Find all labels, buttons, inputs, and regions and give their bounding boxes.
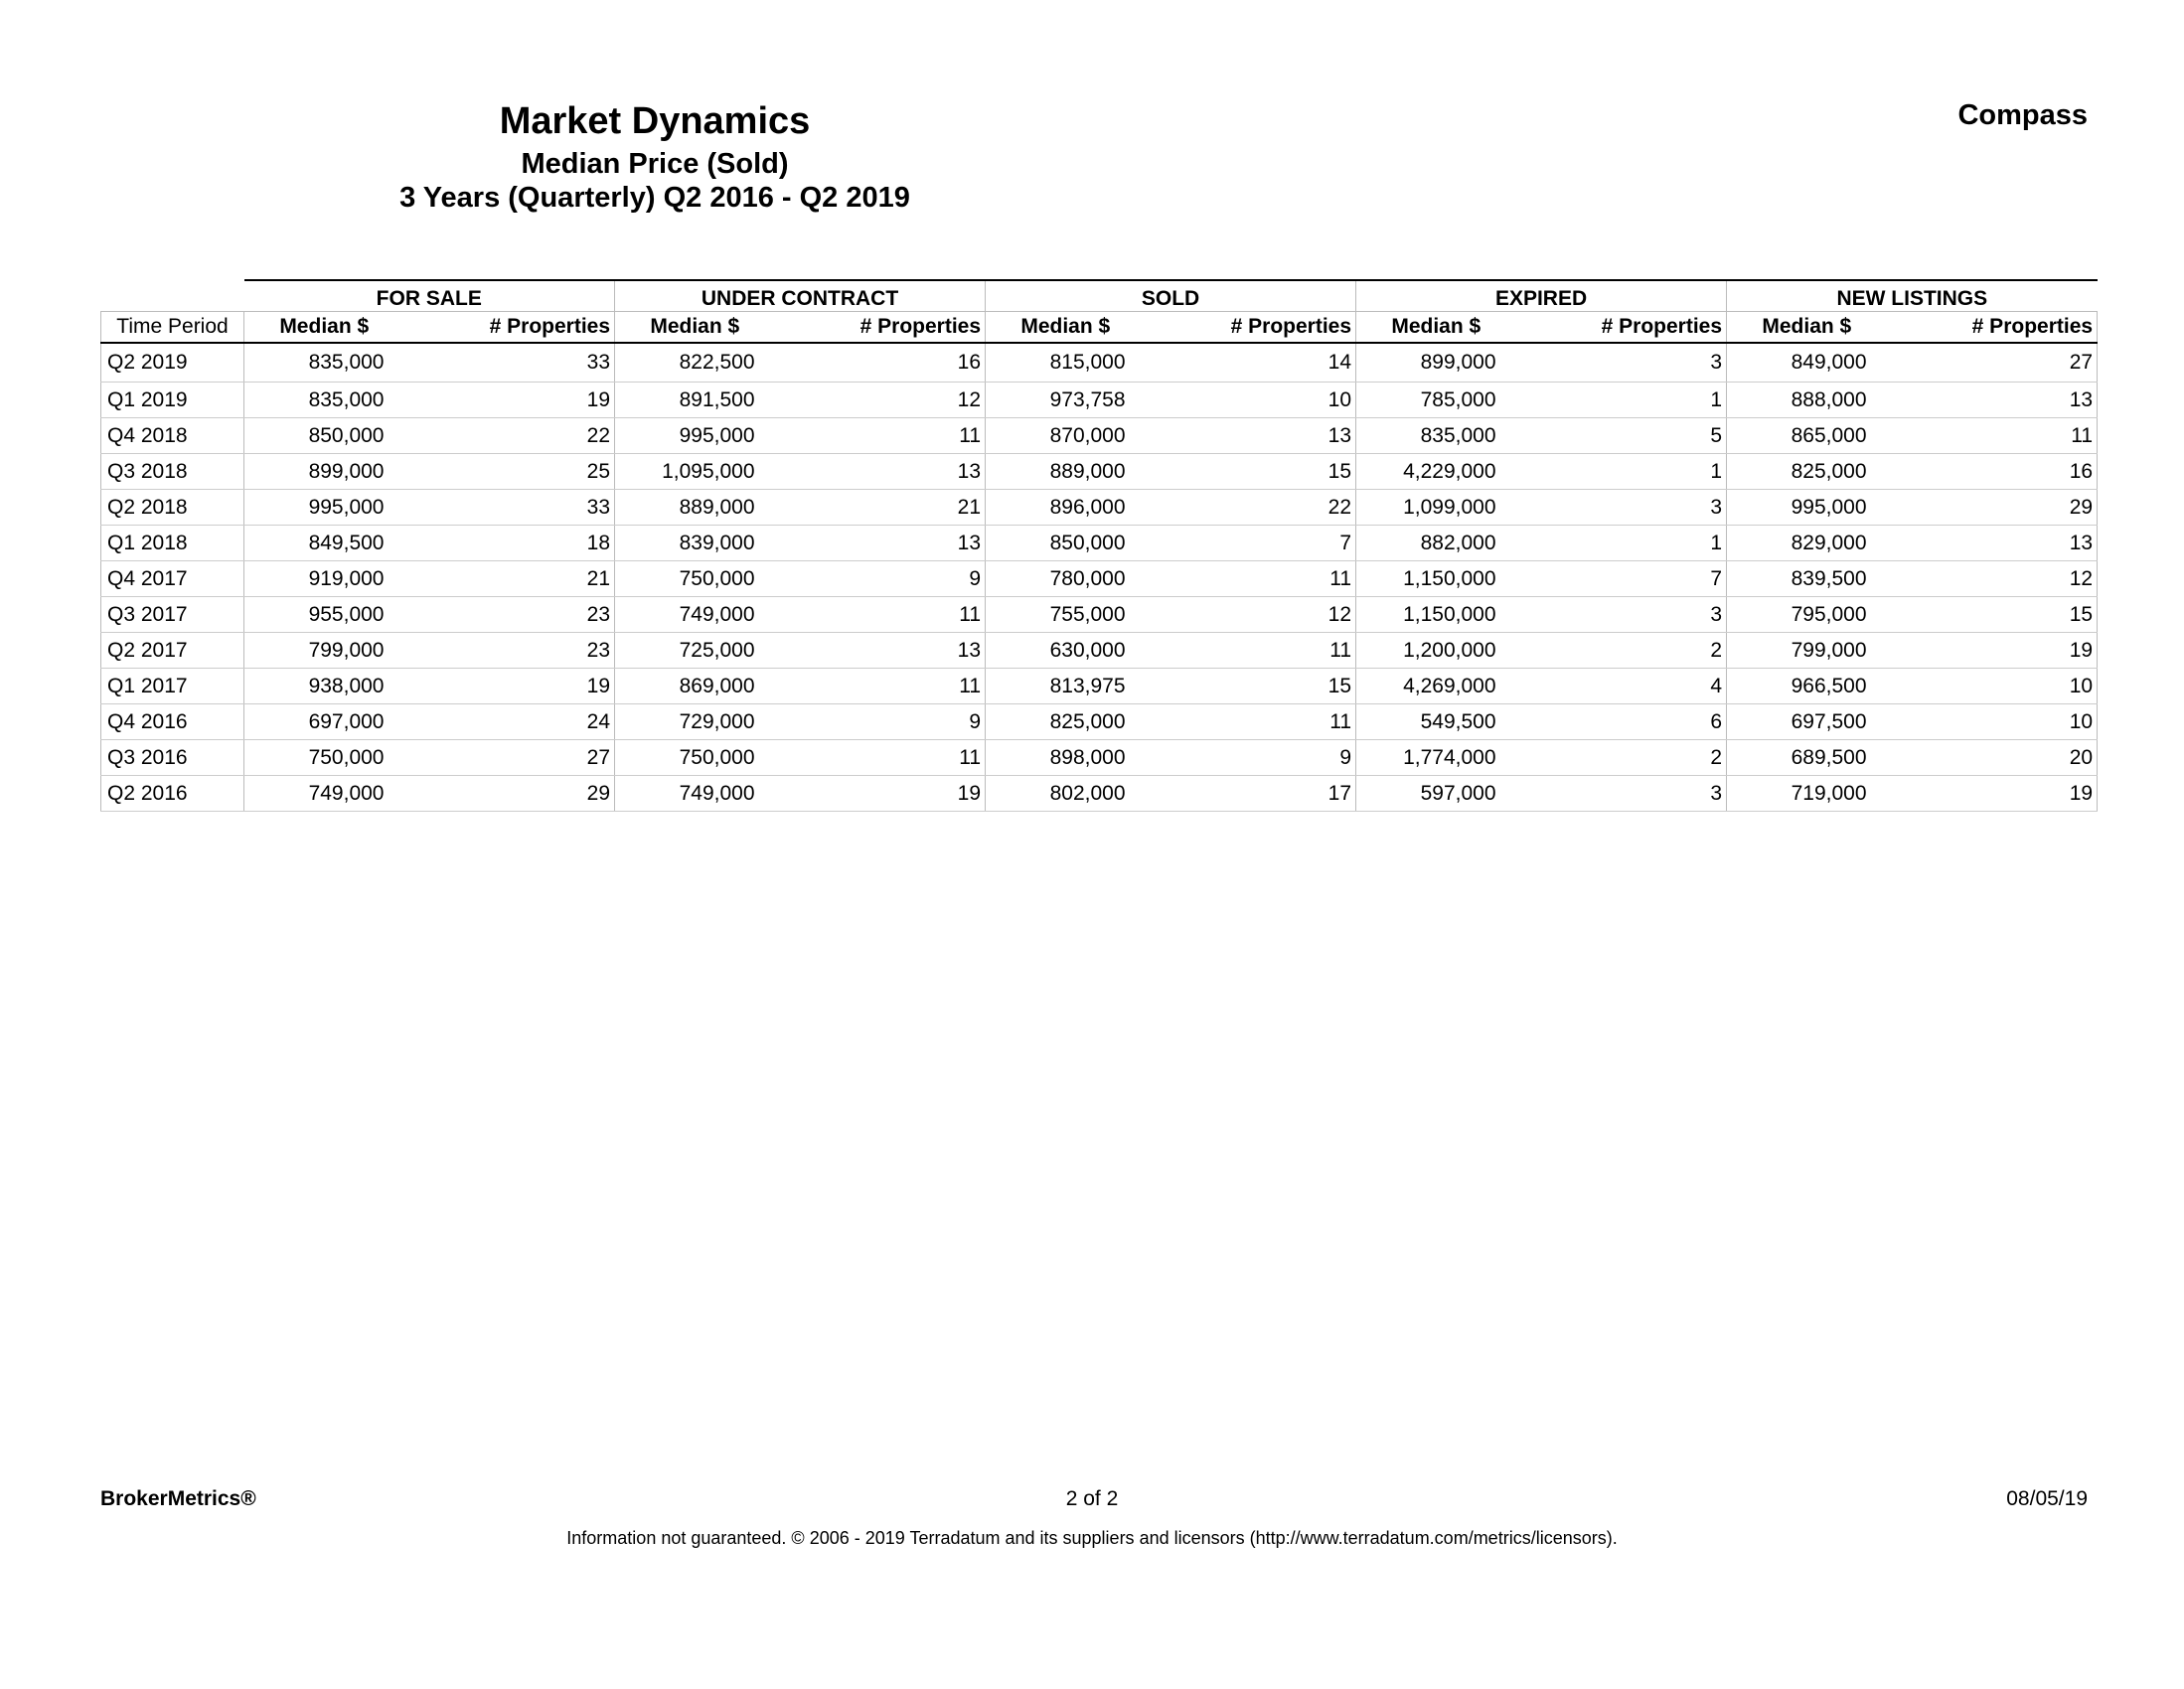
column-header-properties: # Properties — [801, 312, 986, 344]
cell-time-period: Q4 2017 — [101, 561, 244, 597]
cell-property-count: 11 — [801, 740, 986, 776]
cell-median-price: 597,000 — [1356, 776, 1542, 812]
cell-property-count: 11 — [1171, 704, 1356, 740]
cell-median-price: 4,269,000 — [1356, 669, 1542, 704]
market-dynamics-table-container — [100, 279, 2094, 812]
column-header-properties: # Properties — [1171, 312, 1356, 344]
cell-property-count: 17 — [1171, 776, 1356, 812]
cell-median-price: 725,000 — [615, 633, 801, 669]
cell-median-price: 630,000 — [986, 633, 1171, 669]
table-row — [101, 704, 2098, 740]
cell-median-price: 995,000 — [244, 490, 430, 526]
table-row — [101, 383, 2098, 418]
cell-median-price: 825,000 — [986, 704, 1171, 740]
cell-property-count: 11 — [801, 418, 986, 454]
cell-property-count: 16 — [1913, 454, 2098, 490]
cell-median-price: 869,000 — [615, 669, 801, 704]
cell-property-count: 23 — [430, 633, 615, 669]
cell-property-count: 5 — [1542, 418, 1727, 454]
group-header-under-contract: UNDER CONTRACT — [615, 280, 986, 312]
cell-median-price: 835,000 — [1356, 418, 1542, 454]
cell-property-count: 27 — [1913, 343, 2098, 383]
cell-median-price: 829,000 — [1727, 526, 1913, 561]
cell-time-period: Q3 2017 — [101, 597, 244, 633]
cell-property-count: 22 — [1171, 490, 1356, 526]
cell-median-price: 850,000 — [986, 526, 1171, 561]
cell-median-price: 955,000 — [244, 597, 430, 633]
column-header-median: Median $ — [244, 312, 430, 344]
cell-time-period: Q2 2016 — [101, 776, 244, 812]
brand-name: Compass — [1957, 99, 2088, 131]
cell-property-count: 9 — [801, 704, 986, 740]
cell-time-period: Q3 2018 — [101, 454, 244, 490]
cell-median-price: 697,500 — [1727, 704, 1913, 740]
cell-time-period: Q4 2018 — [101, 418, 244, 454]
table-row — [101, 776, 2098, 812]
column-header-median: Median $ — [615, 312, 801, 344]
cell-median-price: 799,000 — [244, 633, 430, 669]
cell-property-count: 2 — [1542, 633, 1727, 669]
cell-median-price: 750,000 — [615, 740, 801, 776]
cell-property-count: 1 — [1542, 454, 1727, 490]
cell-property-count: 16 — [801, 343, 986, 383]
cell-property-count: 15 — [1171, 669, 1356, 704]
cell-median-price: 4,229,000 — [1356, 454, 1542, 490]
cell-median-price: 995,000 — [615, 418, 801, 454]
cell-property-count: 10 — [1913, 704, 2098, 740]
cell-median-price: 689,500 — [1727, 740, 1913, 776]
cell-median-price: 889,000 — [615, 490, 801, 526]
cell-property-count: 11 — [801, 597, 986, 633]
cell-property-count: 3 — [1542, 490, 1727, 526]
table-row — [101, 526, 2098, 561]
cell-median-price: 966,500 — [1727, 669, 1913, 704]
cell-median-price: 750,000 — [244, 740, 430, 776]
cell-property-count: 33 — [430, 343, 615, 383]
footer-page-number: 2 of 2 — [1065, 1487, 1119, 1510]
table-row — [101, 740, 2098, 776]
cell-median-price: 749,000 — [244, 776, 430, 812]
cell-time-period: Q3 2016 — [101, 740, 244, 776]
cell-median-price: 1,774,000 — [1356, 740, 1542, 776]
cell-median-price: 839,000 — [615, 526, 801, 561]
column-header-properties: # Properties — [430, 312, 615, 344]
cell-median-price: 899,000 — [244, 454, 430, 490]
table-row — [101, 343, 2098, 383]
column-header-time-period: Time Period — [101, 312, 244, 344]
cell-median-price: 891,500 — [615, 383, 801, 418]
cell-property-count: 9 — [1171, 740, 1356, 776]
cell-median-price: 1,150,000 — [1356, 597, 1542, 633]
market-dynamics-table — [100, 279, 2098, 812]
cell-median-price: 995,000 — [1727, 490, 1913, 526]
cell-median-price: 888,000 — [1727, 383, 1913, 418]
cell-median-price: 870,000 — [986, 418, 1171, 454]
footer-disclaimer: Information not guaranteed. © 2006 - 2019 Terradatum and its suppliers and licensors (http://www.terradatum.com/metrics/licensors). — [566, 1528, 1618, 1548]
cell-median-price: 839,500 — [1727, 561, 1913, 597]
cell-time-period: Q2 2018 — [101, 490, 244, 526]
cell-median-price: 889,000 — [986, 454, 1171, 490]
cell-median-price: 899,000 — [1356, 343, 1542, 383]
group-header-row — [101, 280, 2098, 312]
cell-median-price: 749,000 — [615, 776, 801, 812]
cell-median-price: 898,000 — [986, 740, 1171, 776]
cell-median-price: 750,000 — [615, 561, 801, 597]
column-header-properties: # Properties — [1913, 312, 2098, 344]
cell-property-count: 29 — [430, 776, 615, 812]
cell-median-price: 822,500 — [615, 343, 801, 383]
cell-property-count: 19 — [430, 669, 615, 704]
cell-property-count: 7 — [1542, 561, 1727, 597]
table-row — [101, 490, 2098, 526]
cell-median-price: 749,000 — [615, 597, 801, 633]
cell-property-count: 15 — [1913, 597, 2098, 633]
cell-property-count: 13 — [801, 633, 986, 669]
cell-property-count: 29 — [1913, 490, 2098, 526]
cell-property-count: 21 — [801, 490, 986, 526]
cell-median-price: 697,000 — [244, 704, 430, 740]
cell-property-count: 3 — [1542, 776, 1727, 812]
cell-property-count: 4 — [1542, 669, 1727, 704]
cell-property-count: 22 — [430, 418, 615, 454]
report-date-range: 3 Years (Quarterly) Q2 2016 - Q2 2019 — [399, 182, 910, 214]
cell-time-period: Q1 2018 — [101, 526, 244, 561]
cell-property-count: 13 — [801, 454, 986, 490]
cell-property-count: 18 — [430, 526, 615, 561]
cell-median-price: 729,000 — [615, 704, 801, 740]
cell-median-price: 813,975 — [986, 669, 1171, 704]
cell-median-price: 785,000 — [1356, 383, 1542, 418]
cell-median-price: 849,000 — [1727, 343, 1913, 383]
cell-median-price: 835,000 — [244, 343, 430, 383]
cell-median-price: 850,000 — [244, 418, 430, 454]
table-row — [101, 669, 2098, 704]
column-header-median: Median $ — [1727, 312, 1913, 344]
table-body — [101, 343, 2098, 812]
cell-property-count: 13 — [801, 526, 986, 561]
report-subtitle: Median Price (Sold) — [521, 148, 789, 180]
cell-median-price: 865,000 — [1727, 418, 1913, 454]
cell-median-price: 849,500 — [244, 526, 430, 561]
cell-property-count: 25 — [430, 454, 615, 490]
column-header-median: Median $ — [986, 312, 1171, 344]
cell-time-period: Q1 2019 — [101, 383, 244, 418]
cell-time-period: Q1 2017 — [101, 669, 244, 704]
table-row — [101, 561, 2098, 597]
cell-median-price: 815,000 — [986, 343, 1171, 383]
cell-property-count: 11 — [1171, 561, 1356, 597]
cell-median-price: 780,000 — [986, 561, 1171, 597]
cell-property-count: 10 — [1171, 383, 1356, 418]
table-row — [101, 597, 2098, 633]
report-title: Market Dynamics — [499, 100, 811, 142]
cell-property-count: 27 — [430, 740, 615, 776]
cell-property-count: 19 — [801, 776, 986, 812]
cell-median-price: 896,000 — [986, 490, 1171, 526]
cell-property-count: 20 — [1913, 740, 2098, 776]
cell-property-count: 11 — [1913, 418, 2098, 454]
cell-property-count: 21 — [430, 561, 615, 597]
cell-property-count: 7 — [1171, 526, 1356, 561]
cell-median-price: 1,200,000 — [1356, 633, 1542, 669]
cell-property-count: 9 — [801, 561, 986, 597]
cell-median-price: 719,000 — [1727, 776, 1913, 812]
cell-median-price: 1,099,000 — [1356, 490, 1542, 526]
cell-median-price: 919,000 — [244, 561, 430, 597]
cell-property-count: 2 — [1542, 740, 1727, 776]
cell-property-count: 19 — [1913, 776, 2098, 812]
cell-property-count: 19 — [430, 383, 615, 418]
cell-time-period: Q2 2017 — [101, 633, 244, 669]
cell-property-count: 13 — [1913, 526, 2098, 561]
column-header-median: Median $ — [1356, 312, 1542, 344]
cell-median-price: 973,758 — [986, 383, 1171, 418]
cell-property-count: 11 — [1171, 633, 1356, 669]
cell-property-count: 19 — [1913, 633, 2098, 669]
cell-median-price: 1,150,000 — [1356, 561, 1542, 597]
cell-median-price: 882,000 — [1356, 526, 1542, 561]
cell-property-count: 33 — [430, 490, 615, 526]
cell-median-price: 1,095,000 — [615, 454, 801, 490]
group-header-sold: SOLD — [986, 280, 1356, 312]
group-header-expired: EXPIRED — [1356, 280, 1727, 312]
cell-property-count: 15 — [1171, 454, 1356, 490]
cell-property-count: 1 — [1542, 526, 1727, 561]
cell-property-count: 3 — [1542, 343, 1727, 383]
cell-property-count: 12 — [801, 383, 986, 418]
cell-property-count: 23 — [430, 597, 615, 633]
cell-property-count: 12 — [1171, 597, 1356, 633]
cell-property-count: 6 — [1542, 704, 1727, 740]
table-row — [101, 454, 2098, 490]
cell-property-count: 24 — [430, 704, 615, 740]
group-header-new-listings: NEW LISTINGS — [1727, 280, 2098, 312]
cell-median-price: 835,000 — [244, 383, 430, 418]
cell-median-price: 795,000 — [1727, 597, 1913, 633]
cell-median-price: 938,000 — [244, 669, 430, 704]
cell-property-count: 1 — [1542, 383, 1727, 418]
cell-median-price: 549,500 — [1356, 704, 1542, 740]
footer-brokermetrics: BrokerMetrics® — [100, 1487, 256, 1510]
cell-property-count: 3 — [1542, 597, 1727, 633]
cell-property-count: 12 — [1913, 561, 2098, 597]
cell-median-price: 825,000 — [1727, 454, 1913, 490]
footer-date: 08/05/19 — [2006, 1487, 2088, 1510]
table-row — [101, 418, 2098, 454]
column-header-row — [101, 312, 2098, 344]
cell-property-count: 10 — [1913, 669, 2098, 704]
group-header-for-sale: FOR SALE — [244, 280, 615, 312]
table-row — [101, 633, 2098, 669]
cell-property-count: 13 — [1913, 383, 2098, 418]
cell-property-count: 13 — [1171, 418, 1356, 454]
cell-time-period: Q4 2016 — [101, 704, 244, 740]
cell-property-count: 14 — [1171, 343, 1356, 383]
cell-property-count: 11 — [801, 669, 986, 704]
cell-time-period: Q2 2019 — [101, 343, 244, 383]
group-header-blank — [101, 280, 244, 312]
cell-median-price: 802,000 — [986, 776, 1171, 812]
cell-median-price: 755,000 — [986, 597, 1171, 633]
column-header-properties: # Properties — [1542, 312, 1727, 344]
cell-median-price: 799,000 — [1727, 633, 1913, 669]
